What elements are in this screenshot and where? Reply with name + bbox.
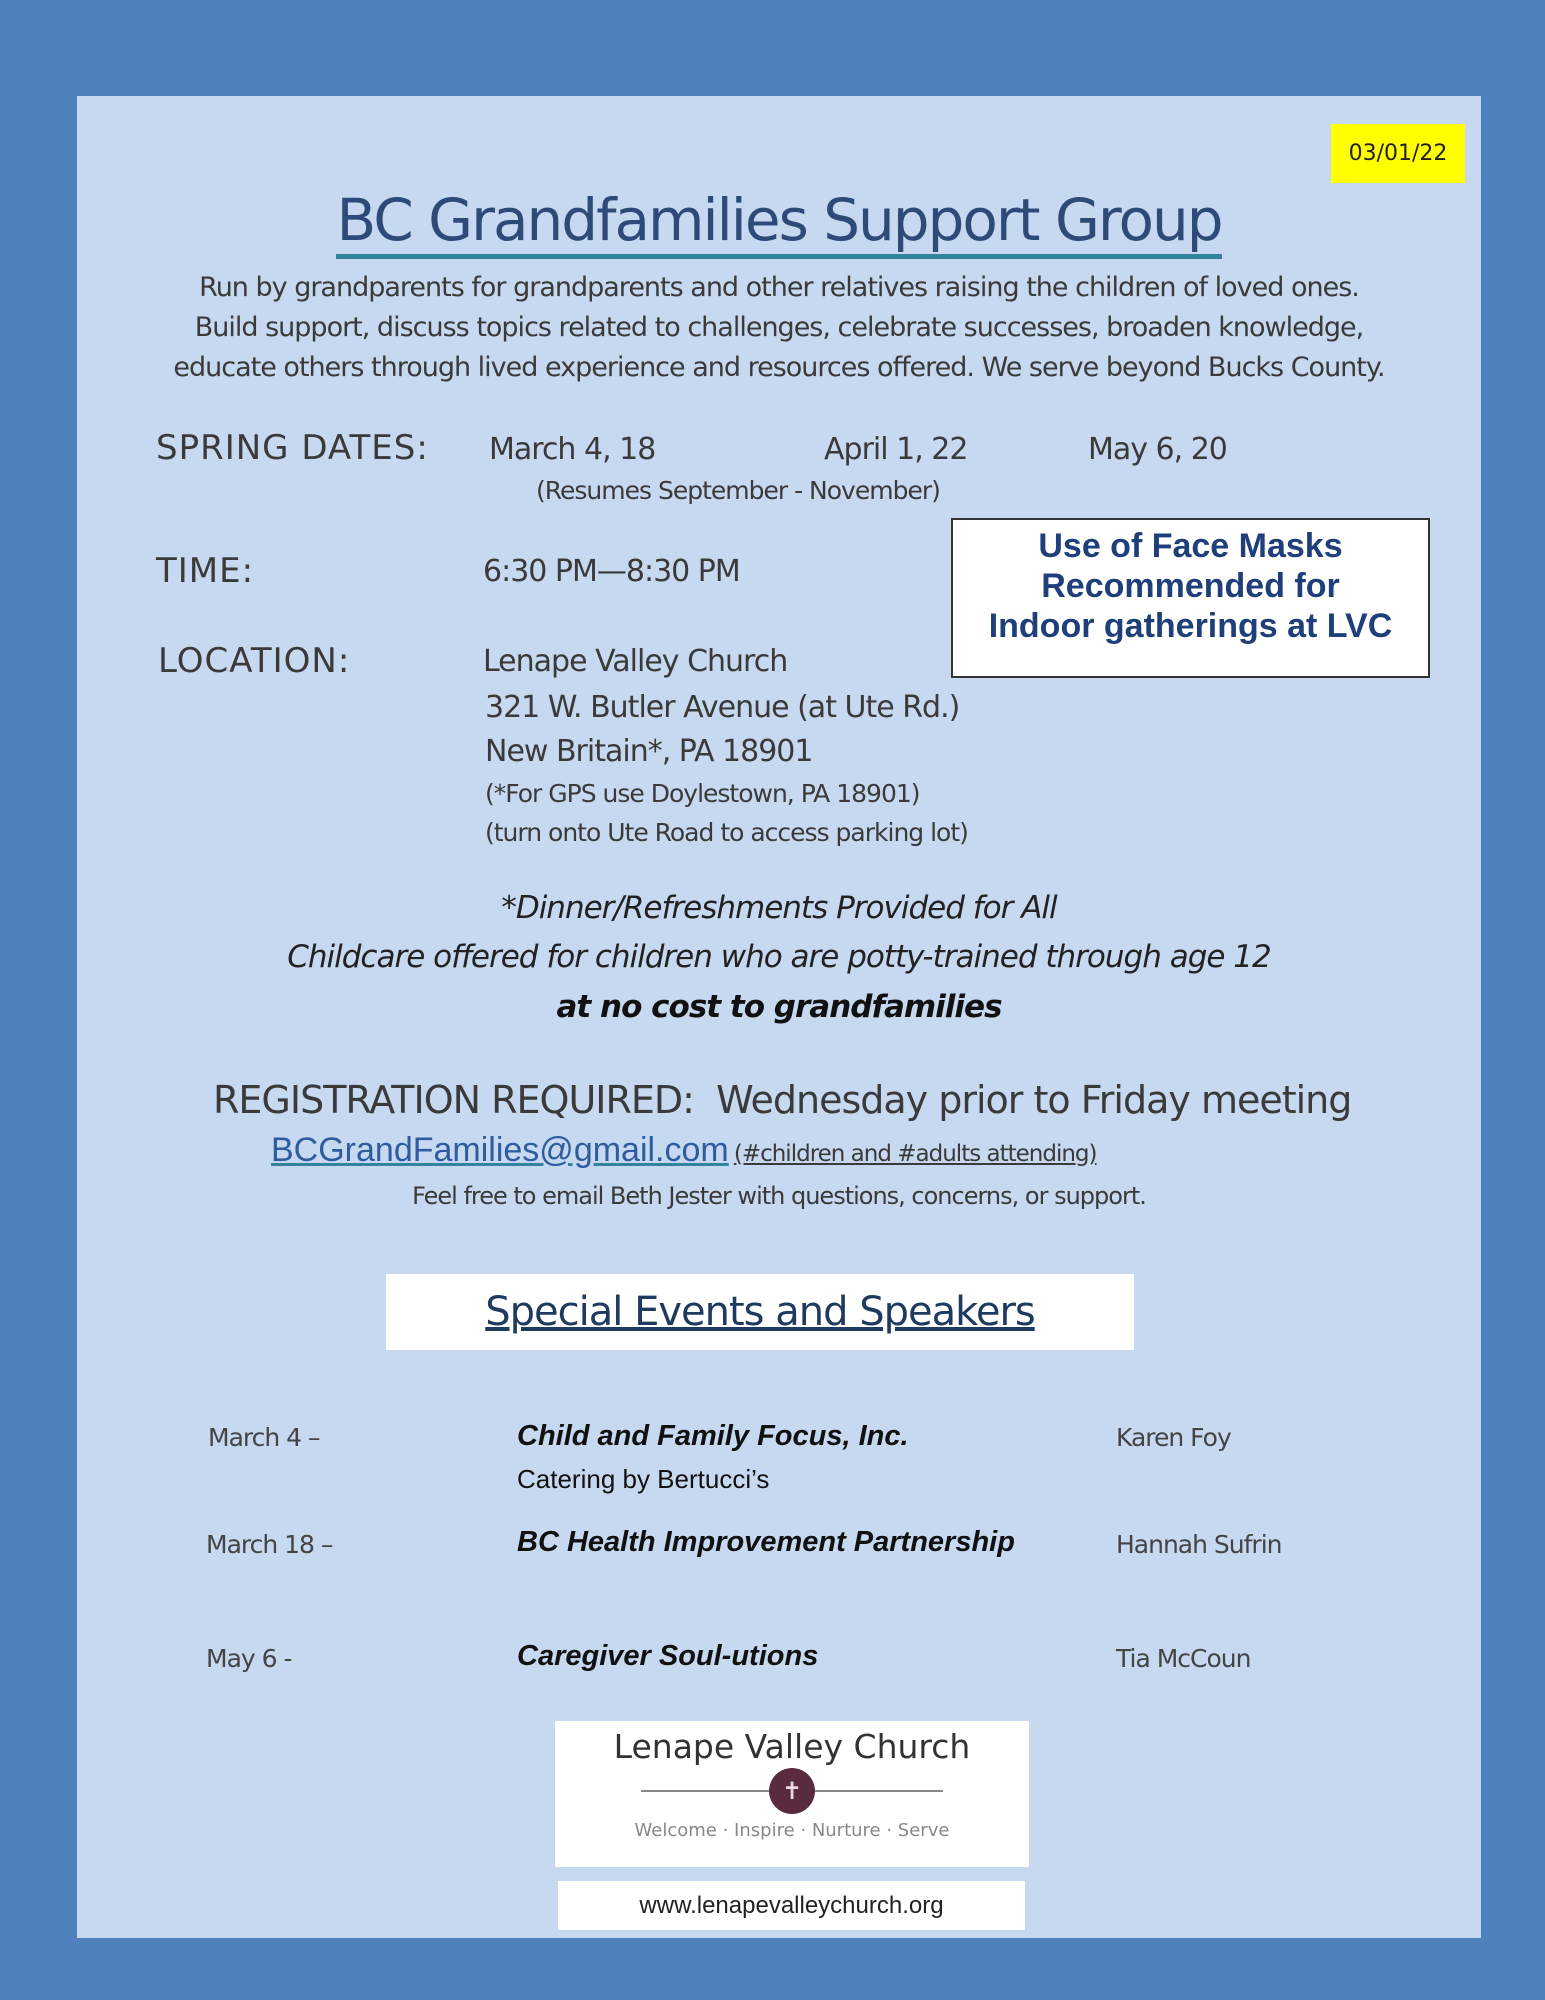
event-date: May 6 -: [206, 1644, 292, 1673]
location-line: 321 W. Butler Avenue (at Ute Rd.): [485, 690, 960, 725]
location-line: (turn onto Ute Road to access parking lot): [485, 818, 968, 847]
date-badge: 03/01/22: [1331, 124, 1465, 183]
event-subtitle: Catering by Bertucci’s: [517, 1464, 770, 1494]
mask-notice-line: Use of Face Masks: [1038, 527, 1343, 565]
childcare-note: Childcare offered for children who are potty-trained through age 12: [287, 939, 1271, 975]
spring-date: March 4, 18: [489, 432, 656, 467]
description-line: Run by grandparents for grandparents and other relatives raising the children of loved ones.: [199, 272, 1359, 303]
email-note: (#children and #adults attending): [733, 1141, 1097, 1167]
event-speaker: Hannah Sufrin: [1116, 1530, 1282, 1559]
time-value: 6:30 PM—8:30 PM: [483, 554, 740, 589]
no-cost-note: at no cost to grandfamilies: [556, 989, 1002, 1025]
face-mask-notice: [951, 518, 1430, 678]
church-name: Lenape Valley Church: [613, 1727, 971, 1766]
spring-date: May 6, 20: [1088, 432, 1227, 467]
event-speaker: Karen Foy: [1116, 1423, 1231, 1452]
email-link[interactable]: BCGrandFamilies@gmail.com: [271, 1131, 729, 1169]
flyer-page: [77, 96, 1481, 1938]
location-line: (*For GPS use Doylestown, PA 18901): [485, 779, 920, 808]
event-date: March 18 –: [206, 1530, 333, 1559]
registration-line: [213, 1078, 1351, 1122]
spring-date: April 1, 22: [824, 432, 968, 467]
email-line: [271, 1131, 1097, 1170]
mask-notice-line: Indoor gatherings at LVC: [988, 607, 1393, 645]
flyer-title: [77, 186, 1481, 254]
mask-notice-line: Recommended for: [1041, 567, 1340, 605]
location-line: New Britain*, PA 18901: [485, 734, 813, 769]
registration-label: REGISTRATION REQUIRED:: [213, 1078, 694, 1122]
event-speaker: Tia McCoun: [1116, 1644, 1251, 1673]
event-title: Caregiver Soul-utions: [517, 1640, 819, 1672]
dinner-note: *Dinner/Refreshments Provided for All: [501, 890, 1057, 926]
church-tagline: Welcome · Inspire · Nurture · Serve: [634, 1820, 950, 1841]
location-line: Lenape Valley Church: [483, 644, 788, 679]
resumes-note: (Resumes September - November): [536, 476, 940, 505]
title-text: BC Grandfamilies Support Group: [336, 186, 1221, 259]
registration-deadline: Wednesday prior to Friday meeting: [716, 1078, 1352, 1122]
event-title: Child and Family Focus, Inc.: [517, 1420, 909, 1452]
event-title: BC Health Improvement Partnership: [517, 1526, 1015, 1558]
description-line: Build support, discuss topics related to challenges, celebrate successes, broaden knowledge,: [194, 312, 1364, 343]
cross-icon: ✝: [769, 1768, 815, 1814]
logo-divider: [555, 1766, 1029, 1816]
description-line: educate others through lived experience and resources offered. We serve beyond Bucks County.: [173, 352, 1385, 383]
contact-note: Feel free to email Beth Jester with questions, concerns, or support.: [412, 1182, 1146, 1210]
event-date: March 4 –: [208, 1423, 320, 1452]
spring-dates-label: SPRING DATES:: [156, 428, 429, 468]
website-link[interactable]: www.lenapevalleychurch.org: [558, 1881, 1025, 1930]
special-events-heading-box: [386, 1274, 1134, 1350]
location-label: LOCATION:: [158, 641, 351, 681]
special-events-heading: Special Events and Speakers: [485, 1289, 1035, 1335]
time-label: TIME:: [156, 551, 255, 591]
church-logo: [555, 1721, 1029, 1867]
